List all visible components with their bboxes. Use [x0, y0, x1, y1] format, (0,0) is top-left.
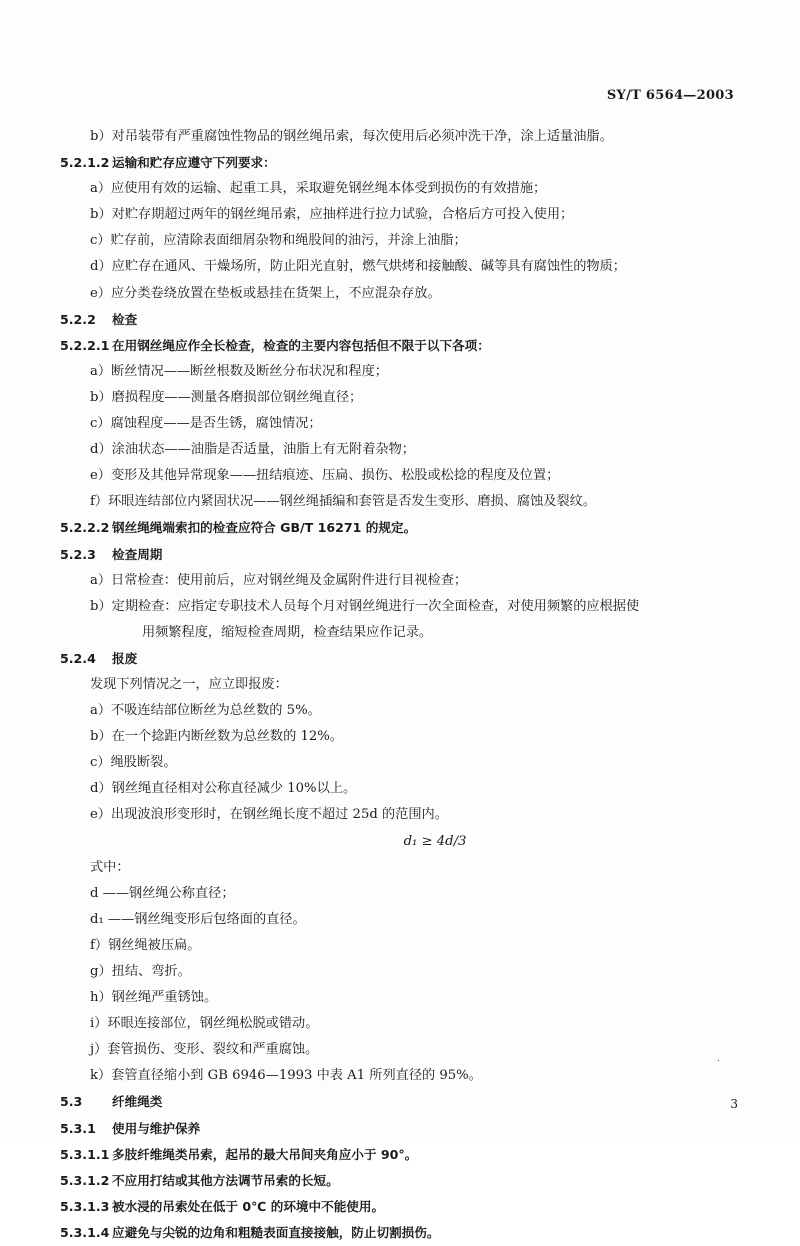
scan-speck: ·: [716, 1056, 720, 1067]
section-heading: [60, 307, 750, 333]
section-heading: [60, 1089, 750, 1115]
text-line: i）环眼连接部位，钢丝绳松脱或错动。: [90, 1016, 319, 1032]
section-heading: [60, 1220, 750, 1246]
text-line: f）环眼连结部位内紧固状况——钢丝绳插编和套管是否发生变形、磨损、腐蚀及裂纹。: [90, 494, 597, 510]
text-line: a）应使用有效的运输、起重工具，采取避免钢丝绳本体受到损伤的有效措施；: [90, 181, 547, 197]
section-heading: [60, 333, 750, 359]
section-number: 5.2.1.2: [60, 155, 110, 171]
text-line: a）不吸连结部位断丝为总丝数的 5%。: [90, 703, 321, 719]
text-line: b）对贮存期超过两年的钢丝绳吊索，应抽样进行拉力试验，合格后方可投入使用；: [90, 207, 574, 223]
text-line: d）应贮存在通风、干燥场所，防止阳光直射，燃气烘烤和接触酸、碱等具有腐蚀性的物质；: [90, 259, 626, 275]
section-number: 5.2.2.1: [60, 337, 110, 353]
text-line: h）钢丝绳严重锈蚀。: [90, 990, 218, 1006]
standard-number-header: SY/T 6564—2003: [606, 88, 734, 103]
section-heading: [60, 1142, 750, 1168]
text-line: a）断丝情况——断丝根数及断丝分布状况和程度；: [90, 363, 388, 379]
text-line: d）钢丝绳直径相对公称直径减少 10%以上。: [90, 781, 357, 797]
section-number: 5.3.1.2: [60, 1172, 110, 1188]
text-line: f）钢丝绳被压扁。: [90, 937, 201, 953]
section-text: 报废: [112, 650, 138, 666]
text-line: g）扭结、弯折。: [90, 964, 191, 979]
section-number: 5.3.1.1: [60, 1146, 110, 1162]
section-number: 5.3: [60, 1094, 83, 1110]
section-number: 5.2.2: [60, 311, 96, 327]
text-line: e）出现波浪形变形时，在钢丝绳长度不超过 25d 的范围内。: [90, 807, 448, 823]
text-line: c）腐蚀程度——是否生锈，腐蚀情况；: [90, 416, 322, 432]
text-line: c）贮存前，应清除表面细屑杂物和绳股间的油污，并涂上油脂；: [90, 233, 467, 249]
document-body: [60, 124, 750, 1246]
section-text: 在用钢丝绳应作全长检查，检查的主要内容包括但不限于以下各项：: [112, 337, 490, 353]
text-line: e）应分类卷绕放置在垫板或悬挂在货架上，不应混杂存放。: [90, 285, 441, 301]
text-line: d）涂油状态——油脂是否适量，油脂上有无附着杂物；: [90, 442, 415, 458]
text-line: k）套管直径缩小到 GB 6946—1993 中表 A1 所列直径的 95%。: [90, 1068, 482, 1084]
section-number: 5.3.1: [60, 1120, 96, 1136]
section-heading: [60, 1116, 750, 1142]
text-line: b）在一个捻距内断丝数为总丝数的 12%。: [90, 729, 343, 745]
text-line: 用频繁程度，缩短检查周期，检查结果应作记录。: [142, 624, 433, 640]
text-line: b）定期检查：应指定专职技术人员每个月对钢丝绳进行一次全面检查，对使用频繁的应根据使: [90, 598, 640, 614]
section-text: 应避免与尖锐的边角和粗糙表面直接接触，防止切割损伤。: [112, 1224, 440, 1240]
section-text: 多肢纤维绳类吊索，起吊的最大吊间夹角应小于 90°。: [112, 1146, 418, 1162]
section-text: 被水浸的吊索处在低于 0℃ 的环境中不能使用。: [112, 1198, 385, 1214]
text-line: e）变形及其他异常现象——扭结痕迹、压扁、损伤、松股或松捻的程度及位置；: [90, 468, 560, 484]
text-line: 发现下列情况之一，应立即报废：: [90, 676, 288, 692]
section-text: 纤维绳类: [112, 1094, 163, 1110]
text-line: c）绳股断裂。: [90, 755, 177, 771]
section-number: 5.2.3: [60, 546, 96, 562]
section-text: 使用与维护保养: [112, 1120, 201, 1136]
text-line: b）对吊装带有严重腐蚀性物品的钢丝绳吊索，每次使用后必须冲洗干净，涂上适量油脂。: [90, 129, 613, 144]
section-text: 不应用打结或其他方法调节吊索的长短。: [112, 1172, 339, 1188]
text-line: 式中：: [90, 859, 130, 875]
text-line: b）磨损程度——测量各磨损部位钢丝绳直径；: [90, 389, 363, 405]
text-line: a）日常检查：使用前后，应对钢丝绳及金属附件进行目视检查；: [90, 572, 468, 588]
section-heading: [60, 150, 750, 176]
section-number: 5.3.1.4: [60, 1224, 110, 1240]
section-number: 5.2.4: [60, 650, 96, 666]
page-number: 3: [730, 1097, 738, 1111]
section-heading: [60, 515, 750, 541]
section-heading: [60, 1168, 750, 1194]
text-line: d ——钢丝绳公称直径；: [90, 885, 235, 901]
formula-line: d₁ ≥ 4d/3: [403, 833, 467, 849]
section-text: 运输和贮存应遵守下列要求：: [112, 155, 276, 171]
section-number: 5.2.2.2: [60, 520, 110, 536]
section-text: 检查: [112, 311, 138, 327]
section-heading: [60, 1194, 750, 1220]
text-line: j）套管损伤、变形、裂纹和严重腐蚀。: [90, 1042, 319, 1058]
text-line: d₁ ——钢丝绳变形后包络面的直径。: [90, 911, 306, 927]
section-heading: [60, 542, 750, 568]
section-number: 5.3.1.3: [60, 1198, 110, 1214]
section-text: 钢丝绳绳端索扣的检查应符合 GB/T 16271 的规定。: [112, 520, 417, 536]
section-heading: [60, 646, 750, 672]
section-text: 检查周期: [112, 546, 163, 562]
